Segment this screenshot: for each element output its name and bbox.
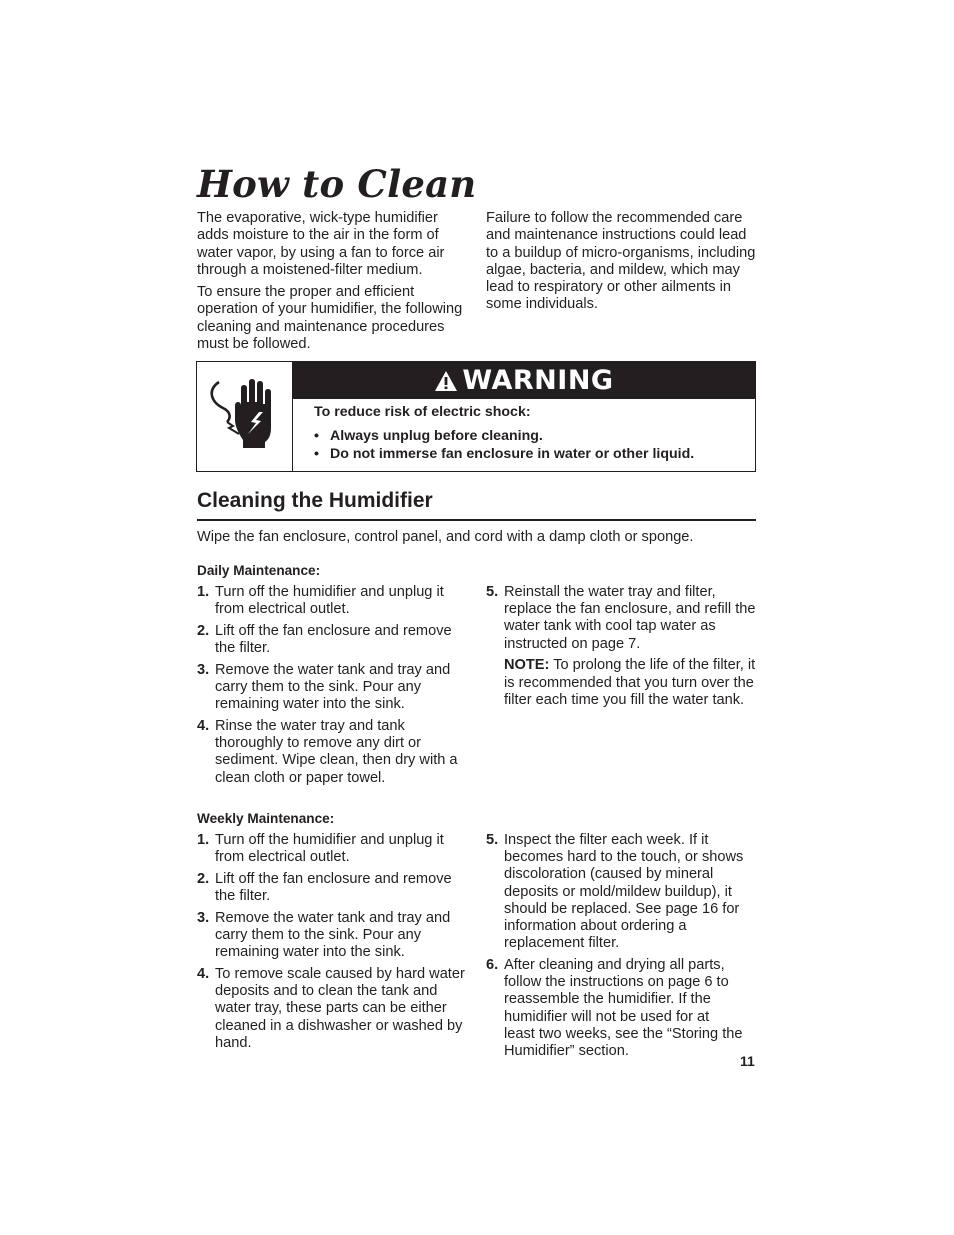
list-item: 4. To remove scale caused by hard water deposits and to clean the tank and water tray, these parts can be either cleaned in a dishwasher or washed by hand. bbox=[197, 965, 465, 1051]
intro-right-column bbox=[486, 210, 758, 314]
warning-header bbox=[293, 362, 755, 399]
list-item: 1. Turn off the humidifier and unplug it from electrical outlet. bbox=[197, 832, 444, 866]
warning-lead: To reduce risk of electric shock: bbox=[314, 404, 531, 420]
warning-triangle-icon bbox=[434, 370, 458, 392]
daily-heading: Daily Maintenance: bbox=[197, 563, 321, 578]
warning-body bbox=[314, 403, 747, 463]
section-title: Cleaning the Humidifier bbox=[197, 488, 756, 521]
list-item: 5. Inspect the filter each week. If it becomes hard to the touch, or shows discoloration (caused by mineral deposits or mold/mildew buildup), it should be replaced. See page 16 for information about ordering a replacement filter. bbox=[486, 832, 744, 952]
warning-heading: WARNING bbox=[462, 365, 614, 396]
list-item: 2. Lift off the fan enclosure and remove the filter. bbox=[197, 622, 452, 657]
note-text: To prolong the life of the filter, it is recommended that you turn over the filter each time you fill the water tank. bbox=[504, 657, 756, 708]
page-number: 11 bbox=[740, 1053, 755, 1069]
warning-item: • Always unplug before cleaning. bbox=[314, 428, 543, 444]
page-title: How to Clean bbox=[197, 162, 477, 206]
intro-left-column bbox=[197, 210, 465, 353]
intro-paragraph: To ensure the proper and efficient operation of your humidifier, the following cleaning and maintenance procedures must be followed. bbox=[197, 284, 463, 353]
note-label: NOTE: bbox=[504, 657, 550, 674]
list-item: 3. Remove the water tank and tray and carry them to the sink. Pour any remaining water into the sink. bbox=[197, 661, 451, 713]
electric-shock-hand-icon bbox=[205, 376, 285, 460]
note bbox=[504, 657, 758, 709]
warning-item: • Do not immerse fan enclosure in water or other liquid. bbox=[314, 446, 695, 462]
list-item: 1. Turn off the humidifier and unplug it from electrical outlet. bbox=[197, 584, 444, 618]
intro-paragraph: Failure to follow the recommended care and maintenance instructions could lead to a buildup of micro-organisms, including algae, bacteria, and mildew, which may lead to respiratory or other ailments in some individuals. bbox=[486, 210, 756, 313]
list-item: 2. Lift off the fan enclosure and remove the filter. bbox=[197, 870, 452, 905]
weekly-steps-right bbox=[486, 832, 744, 1065]
list-item: 4. Rinse the water tray and tank thoroughly to remove any dirt or sediment. Wipe clean, then dry with a clean cloth or paper towel. bbox=[197, 717, 458, 786]
daily-steps-right-list bbox=[486, 584, 758, 653]
list-item: 5. Reinstall the water tray and filter, replace the fan enclosure, and refill the water tank with cool tap water as instructed on page 7. bbox=[486, 584, 756, 652]
warning-box bbox=[196, 361, 756, 472]
warning-icon-cell bbox=[197, 362, 293, 471]
daily-steps-left bbox=[197, 584, 469, 791]
section-intro: Wipe the fan enclosure, control panel, and cord with a damp cloth or sponge. bbox=[197, 529, 694, 545]
warning-list bbox=[314, 427, 747, 463]
intro-paragraph: The evaporative, wick-type humidifier adds moisture to the air in the form of water vapor, by using a fan to force air through a moistened-filter medium. bbox=[197, 210, 445, 278]
list-item: 3. Remove the water tank and tray and carry them to the sink. Pour any remaining water into the sink. bbox=[197, 909, 451, 961]
weekly-steps-left bbox=[197, 832, 469, 1056]
list-item: 6. After cleaning and drying all parts, follow the instructions on page 6 to reassemble the humidifier. If the humidifier will not be used for at least two weeks, see the “Storing the Humidifier” section. bbox=[486, 956, 743, 1059]
daily-steps-right bbox=[486, 584, 758, 709]
weekly-heading: Weekly Maintenance: bbox=[197, 811, 335, 826]
